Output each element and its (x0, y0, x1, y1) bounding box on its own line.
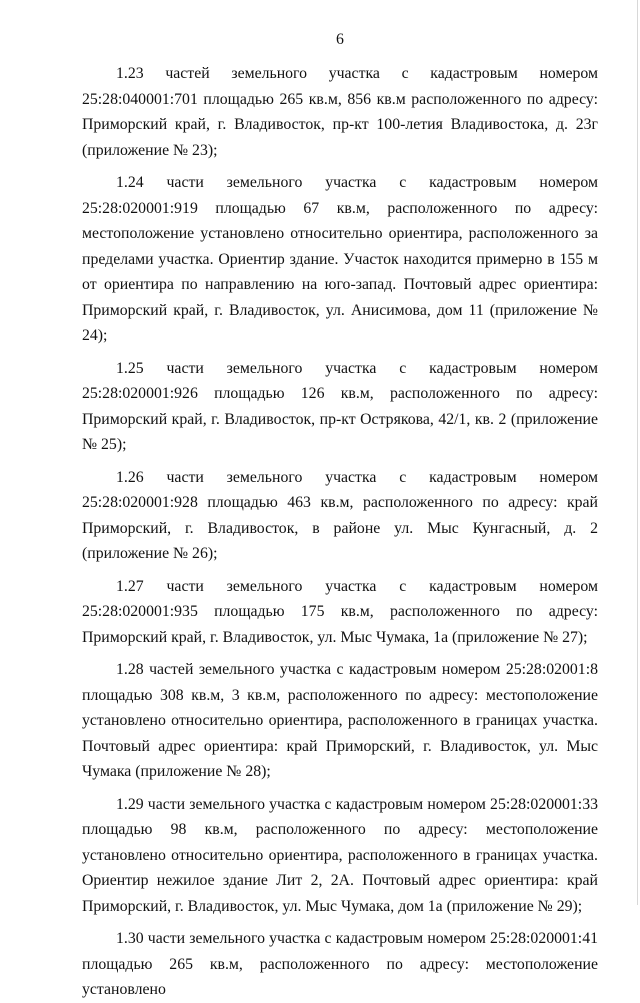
paragraph-1-25: 1.25 части земельного участка с кадастровым номером 25:28:020001:926 площадью 126 кв.м, расположенного по адресу: Приморский край, г. Владивосток, пр-кт Острякова, 42/1, кв. 2 (приложение № 25); (82, 359, 598, 453)
paragraph-1-26: 1.26 части земельного участка с кадастровым номером 25:28:020001:928 площадью 463 кв.м, расположенного по адресу: край Приморский, г. Владивосток, в районе ул. Мыс Кунгасный, д. 2 (приложение № 26); (82, 468, 598, 562)
paragraph-1-30: 1.30 части земельного участка с кадастровым номером 25:28:020001:41 площадью 265 кв.м, расположенного по адресу: местоположение установлено (82, 930, 598, 998)
page-number: 6 (336, 31, 344, 48)
paragraph-1-28: 1.28 частей земельного участка с кадастровым номером 25:28:02001:8 площадью 308 кв.м, 3 кв.м, расположенного по адресу: местоположение установлено относительно ориентира, расположенного в границах участка. Почтовый адрес ориентира: край Приморский, г. Владивосток, ул. Мыс Чумака (приложение № 28); (82, 661, 598, 780)
scan-edge-line (637, 0, 638, 905)
paragraph-1-23: 1.23 частей земельного участка с кадастровым номером 25:28:040001:701 площадью 265 кв.м, 856 кв.м расположенного по адресу: Приморский край, г. Владивосток, пр-кт 100-летия Владивостока, д. 23г (приложение № 23); (82, 65, 598, 159)
paragraph-1-27: 1.27 части земельного участка с кадастровым номером 25:28:020001:935 площадью 175 кв.м, расположенного по адресу: Приморский край, г. Владивосток, ул. Мыс Чумака, 1а (приложение № 27); (82, 577, 598, 646)
paragraph-1-29: 1.29 части земельного участка с кадастровым номером 25:28:020001:33 площадью 98 кв.м, расположенного по адресу: местоположение установлено относительно ориентира, расположенного в границах участка. Ориентир нежилое здание Лит 2, 2А. Почтовый адрес ориентира: край Приморский, г. Владивосток, ул. Мыс Чумака, дом 1а (приложение № 29); (82, 795, 598, 915)
paragraph-1-24: 1.24 части земельного участка с кадастровым номером 25:28:020001:919 площадью 67 кв.м, расположенного по адресу: местоположение установлено относительно ориентира, расположенного за пределами участка. Ориентир здание. Участок находится примерно в 155 м от ориентира по направлению на юго-запад. Почтовый адрес ориентира: Приморский край, г. Владивосток, ул. Анисимова, дом 11 (приложение № 24); (82, 174, 598, 344)
